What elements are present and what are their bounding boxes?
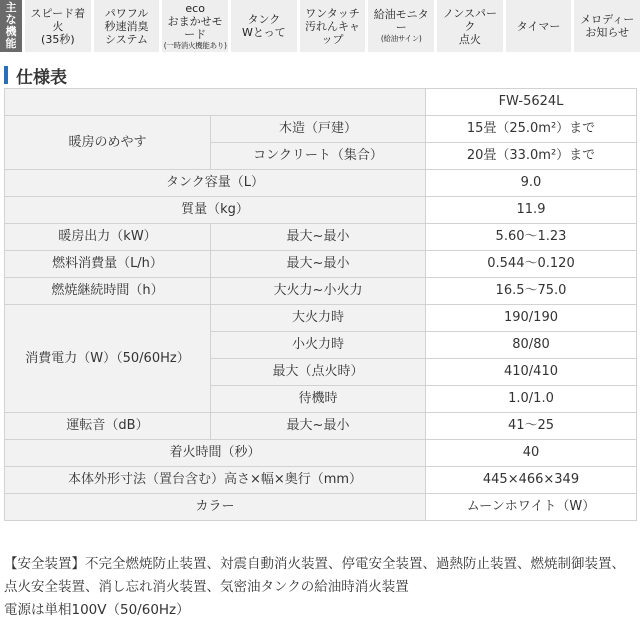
- title-accent-bar: [4, 66, 8, 84]
- wood-label: 木造（戸建）: [211, 116, 426, 143]
- power-standby-sub: 待機時: [211, 386, 426, 413]
- power-high-sub: 大火力時: [211, 305, 426, 332]
- table-row: [5, 89, 637, 116]
- table-row: [5, 224, 637, 251]
- table-row: [5, 197, 637, 224]
- table-row: [5, 305, 637, 332]
- color-label: カラー: [5, 494, 426, 521]
- ignition-label: 着火時間（秒）: [5, 440, 426, 467]
- feature-refuel-monitor: 給油モニター (給油サイン): [368, 0, 434, 52]
- feature-speed-ignition: スピード着火 (35秒): [25, 0, 91, 52]
- power-source-note: 電源は単相100V（50/60Hz）: [4, 602, 190, 618]
- power-max-value: 410/410: [426, 359, 637, 386]
- table-row: [5, 413, 637, 440]
- fuel-sub: 最大~最小: [211, 251, 426, 278]
- output-sub: 最大~最小: [211, 224, 426, 251]
- section-title: [4, 64, 67, 86]
- header-empty-cell: [5, 89, 426, 116]
- spec-table: [4, 88, 637, 521]
- power-high-value: 190/190: [426, 305, 637, 332]
- tank-label: タンク容量（L）: [5, 170, 426, 197]
- feature-strip: [0, 0, 640, 52]
- mass-label: 質量（kg）: [5, 197, 426, 224]
- power-max-sub: 最大（点火時）: [211, 359, 426, 386]
- fuel-value: 0.544～0.120: [426, 251, 637, 278]
- table-row: [5, 251, 637, 278]
- feature-tank-handle: タンク Wとって: [231, 0, 297, 52]
- fuel-label: 燃料消費量（L/h）: [5, 251, 211, 278]
- notes: [4, 553, 636, 622]
- feature-melody: メロディー お知らせ: [574, 0, 640, 52]
- power-low-sub: 小火力時: [211, 332, 426, 359]
- heating-guide-label: 暖房のめやす: [5, 116, 211, 170]
- burn-time-label: 燃焼継続時間（h）: [5, 278, 211, 305]
- table-row: [5, 278, 637, 305]
- section-title-text: 仕様表: [16, 67, 67, 88]
- concrete-value: 20畳（33.0m²）まで: [426, 143, 637, 170]
- color-value: ムーンホワイト（W）: [426, 494, 637, 521]
- feature-timer: タイマー: [506, 0, 572, 52]
- power-low-value: 80/80: [426, 332, 637, 359]
- feature-strip-label: 主な機能: [0, 0, 22, 52]
- feature-one-touch-cap: ワンタッチ 汚れんキャップ: [300, 0, 366, 52]
- feature-non-spark: ノンスパーク 点火: [437, 0, 503, 52]
- dimensions-label: 本体外形寸法（置台含む）高さ×幅×奥行（mm）: [5, 467, 426, 494]
- feature-eco-mode: eco おまかせモード (一時消火機能あり): [162, 0, 228, 52]
- table-row: [5, 467, 637, 494]
- output-value: 5.60～1.23: [426, 224, 637, 251]
- table-row: [5, 170, 637, 197]
- safety-devices-note: 【安全装置】不完全燃焼防止装置、対震自動消火装置、停電安全装置、過熱防止装置、燃焼制御装置、点火安全装置、消し忘れ消火装置、気密油タンクの給油時消火装置: [4, 556, 625, 595]
- wood-value: 15畳（25.0m²）まで: [426, 116, 637, 143]
- ignition-value: 40: [426, 440, 637, 467]
- feature-deodorize: パワフル 秒速消臭 システム: [94, 0, 160, 52]
- noise-value: 41～25: [426, 413, 637, 440]
- burn-time-sub: 大火力~小火力: [211, 278, 426, 305]
- noise-label: 運転音（dB）: [5, 413, 211, 440]
- power-standby-value: 1.0/1.0: [426, 386, 637, 413]
- noise-sub: 最大~最小: [211, 413, 426, 440]
- table-row: [5, 440, 637, 467]
- output-label: 暖房出力（kW）: [5, 224, 211, 251]
- table-row: [5, 494, 637, 521]
- mass-value: 11.9: [426, 197, 637, 224]
- concrete-label: コンクリート（集合）: [211, 143, 426, 170]
- model-name: FW-5624L: [426, 89, 637, 116]
- power-label: 消費電力（W）（50/60Hz）: [5, 305, 211, 413]
- table-row: [5, 116, 637, 143]
- burn-time-value: 16.5～75.0: [426, 278, 637, 305]
- dimensions-value: 445×466×349: [426, 467, 637, 494]
- tank-value: 9.0: [426, 170, 637, 197]
